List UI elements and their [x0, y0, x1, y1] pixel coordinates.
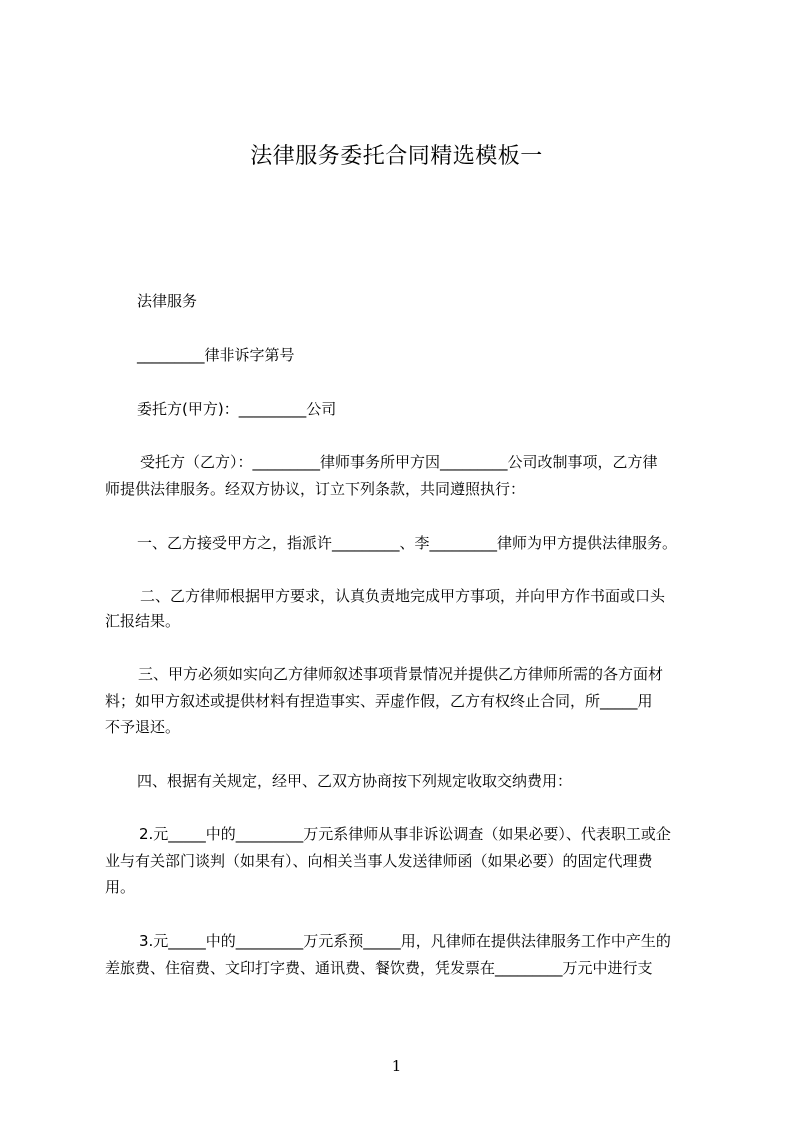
doc-line-clause-2: 二、乙方律师根据甲方要求，认真负责地完成甲方事项，并向甲方作书面或口头 — [140, 587, 666, 605]
doc-line-fee-2: 2.元_____中的_________万元系律师从事非诉讼调查（如果必要）、代表职工或企 — [139, 825, 671, 843]
doc-line-party-b: 受托方（乙方）：_________律师事务所甲方因_________公司改制事项，乙方律 — [140, 453, 658, 471]
doc-line-fee-2-cont1: 业与有关部门谈判（如果有）、向相关当事人发送律师函（如果必要）的固定代理费 — [105, 852, 653, 870]
doc-line-party-a: 委托方(甲方)：_________公司 — [137, 400, 337, 418]
doc-line-clause-3: 三、甲方必须如实向乙方律师叙述事项背景情况并提供乙方律师所需的各方面材 — [138, 665, 664, 683]
doc-line-fee-3-cont: 差旅费、住宿费、文印打字费、通讯费、餐饮费，凭发票在_________万元中进行支 — [105, 959, 653, 977]
doc-line-fee-3: 3.元_____中的_________万元系预_____用，凡律师在提供法律服务工作中产生的 — [139, 932, 671, 950]
doc-line-clause-3-cont2: 不予退还。 — [105, 718, 181, 736]
doc-line-service-type: 法律服务 — [137, 292, 198, 310]
doc-line-fee-2-cont2: 用。 — [105, 878, 136, 896]
doc-line-clause-1: 一、乙方接受甲方之，指派许_________、李_________律师为甲方提供法律服务。 — [137, 534, 678, 552]
doc-line-contract-number: _________律非诉字第号 — [137, 346, 295, 364]
doc-line-clause-3-cont1: 料；如甲方叙述或提供材料有捏造事实、弄虚作假，乙方有权终止合同，所_____用 — [105, 692, 653, 710]
doc-line-clause-4: 四、根据有关规定，经甲、乙双方协商按下列规定收取交纳费用： — [137, 772, 573, 790]
page-number: 1 — [391, 1057, 402, 1075]
doc-line-party-b-cont: 师提供法律服务。经双方协议，订立下列条款，共同遵照执行： — [105, 480, 526, 498]
page-title: 法律服务委托合同精选模板一 — [250, 144, 543, 169]
doc-line-clause-2-cont: 汇报结果。 — [105, 612, 181, 630]
